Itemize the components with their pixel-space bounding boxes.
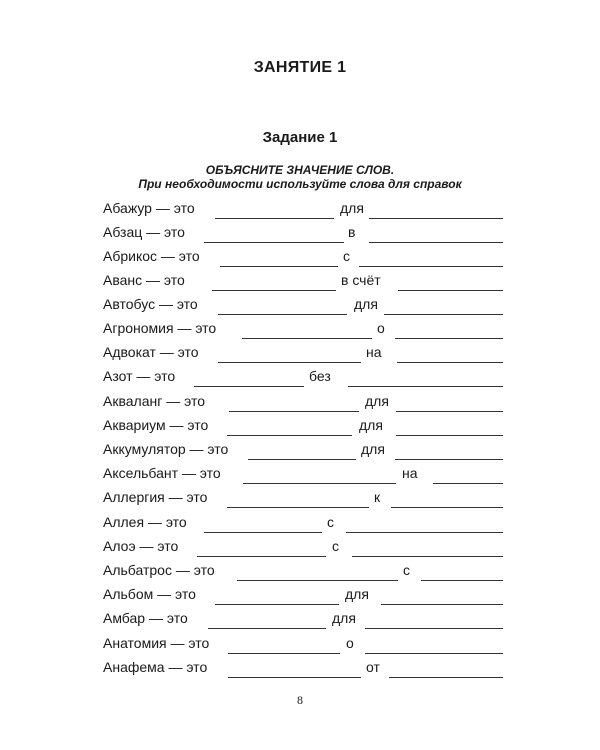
definition-blank[interactable] [227,435,352,436]
definition-blank[interactable] [228,677,361,678]
completion-blank[interactable] [369,218,503,219]
definition-blank[interactable] [212,290,336,291]
completion-blank[interactable] [381,604,503,605]
completion-blank[interactable] [396,411,503,412]
preposition-label: для [365,393,389,409]
term-label: Альбом — это [103,586,196,602]
preposition-label: на [366,344,382,360]
completion-blank[interactable] [389,677,503,678]
completion-blank[interactable] [365,628,503,629]
term-label: Аквариум — это [103,417,209,433]
definition-blank[interactable] [243,483,396,484]
completion-blank[interactable] [398,290,503,291]
completion-blank[interactable] [384,314,503,315]
term-label: Абажур — это [103,200,195,216]
preposition-label: в счёт [341,272,381,288]
term-label: Аксельбант — это [103,465,221,481]
definition-blank[interactable] [204,242,344,243]
preposition-label: для [332,610,356,626]
completion-blank[interactable] [397,362,503,363]
preposition-label: о [346,635,354,651]
term-label: Аккумулятор — это [103,441,229,457]
instruction-line-1: ОБЪЯСНИТЕ ЗНАЧЕНИЕ СЛОВ. [205,163,395,177]
preposition-label: без [309,368,331,384]
term-label: Аванс — это [103,272,185,288]
definition-blank[interactable] [194,386,304,387]
completion-blank[interactable] [396,435,503,436]
term-label: Алоэ — это [103,538,179,554]
completion-blank[interactable] [348,386,503,387]
definition-blank[interactable] [227,507,369,508]
completion-blank[interactable] [369,242,503,243]
term-label: Анатомия — это [103,635,210,651]
term-label: Альбатрос — это [103,562,215,578]
completion-blank[interactable] [395,459,503,460]
preposition-label: на [402,465,418,481]
preposition-label: для [354,296,378,312]
completion-blank[interactable] [391,507,503,508]
preposition-label: для [359,417,383,433]
completion-blank[interactable] [365,653,503,654]
preposition-label: для [361,441,385,457]
preposition-label: для [340,200,364,216]
term-label: Акваланг — это [103,393,205,409]
completion-blank[interactable] [346,532,503,533]
lesson-title: ЗАНЯТИЕ 1 [253,59,347,76]
definition-blank[interactable] [248,459,356,460]
preposition-label: для [345,586,369,602]
completion-blank[interactable] [433,483,503,484]
definition-blank[interactable] [197,556,326,557]
definition-blank[interactable] [204,532,322,533]
preposition-label: в [348,224,356,240]
completion-blank[interactable] [395,338,503,339]
definition-blank[interactable] [229,411,359,412]
term-label: Аллея — это [103,514,187,530]
task-title: Задание 1 [262,129,338,146]
preposition-label: с [343,248,350,264]
instruction-line-2: При необходимости используйте слова для справок [138,177,462,191]
term-label: Анафема — это [103,659,208,675]
term-label: Азот — это [103,368,176,384]
term-label: Амбар — это [103,610,188,626]
term-label: Адвокат — это [103,344,199,360]
definition-blank[interactable] [220,266,338,267]
completion-blank[interactable] [359,266,503,267]
definition-blank[interactable] [242,338,372,339]
preposition-label: с [332,538,339,554]
preposition-label: к [374,489,381,505]
page-number: 8 [297,693,303,707]
preposition-label: о [377,320,385,336]
term-label: Аллергия — это [103,489,208,505]
definition-blank[interactable] [228,653,340,654]
preposition-label: с [403,562,410,578]
definition-blank[interactable] [218,362,361,363]
term-label: Агрономия — это [103,320,217,336]
definition-blank[interactable] [208,628,326,629]
term-label: Абзац — это [103,224,185,240]
term-label: Абрикос — это [103,248,200,264]
term-label: Автобус — это [103,296,198,312]
preposition-label: от [366,659,380,675]
completion-blank[interactable] [352,556,503,557]
definition-blank[interactable] [215,218,334,219]
preposition-label: с [327,514,334,530]
definition-blank[interactable] [218,314,347,315]
definition-blank[interactable] [215,604,339,605]
completion-blank[interactable] [421,580,503,581]
definition-blank[interactable] [237,580,398,581]
